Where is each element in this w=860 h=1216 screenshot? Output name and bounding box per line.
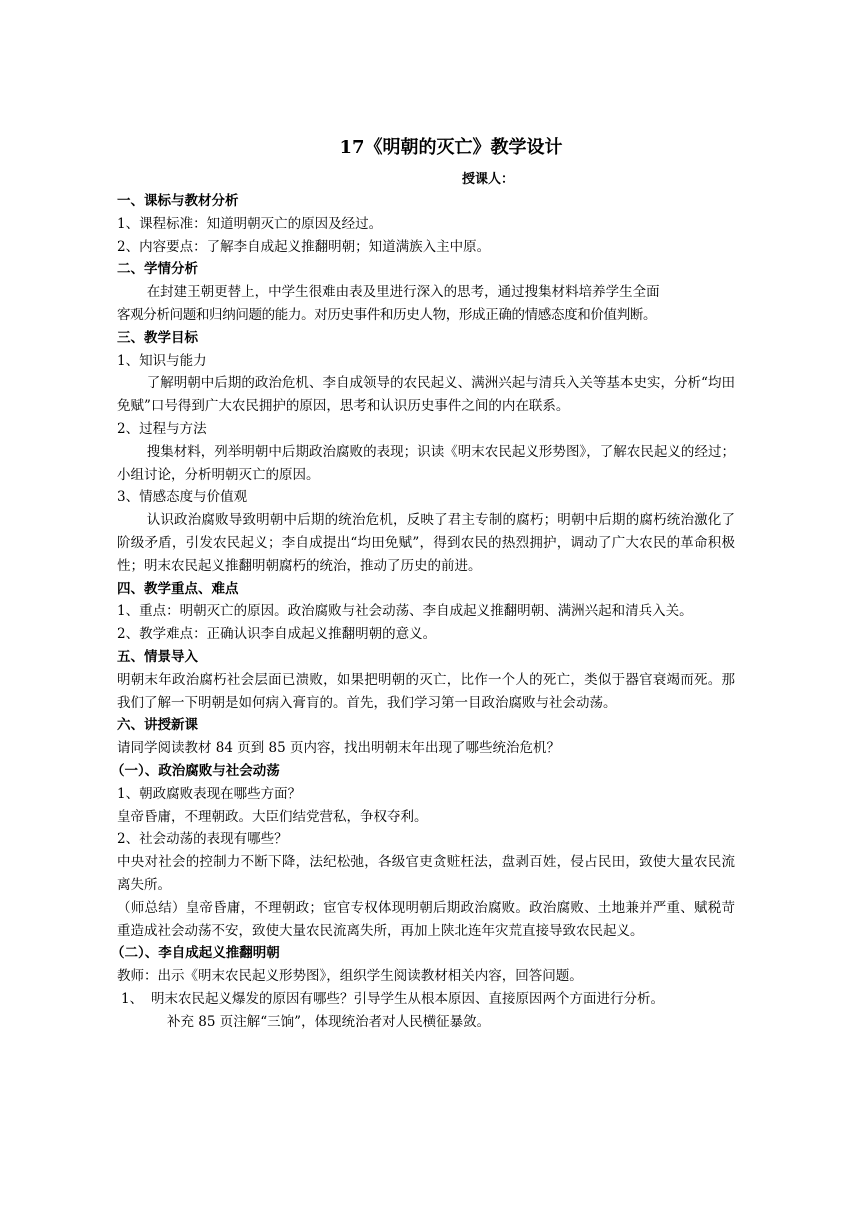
document-body xyxy=(111,134,735,1033)
objective-knowledge-text: 了解明朝中后期的政治危机、李自成领导的农民起义、满洲兴起与清兵入关等基本史实，分析“均田免赋”口号得到广大农民拥护的原因，思考和认识历史事件之间的内在联系。 xyxy=(117,375,735,415)
section-heading-5: 五、情景导入 xyxy=(117,648,198,665)
question-1: 1、朝政腐败表现在哪些方面？ xyxy=(117,785,302,802)
section-heading-6: 六、讲授新课 xyxy=(117,717,198,734)
content-points: 2、内容要点：了解李自成起义推翻明朝；知道满族入主中原。 xyxy=(117,238,491,255)
lesson-intro: 请同学阅读教材 84 页到 85 页内容，找出明朝末年出现了哪些统治危机？ xyxy=(117,740,561,757)
section-heading-1: 一、课标与教材分析 xyxy=(117,193,239,209)
section-heading-3: 三、教学目标 xyxy=(117,329,198,346)
document-title: 17《明朝的灭亡》教学设计 xyxy=(339,137,563,158)
scenario-intro-text: 明朝末年政治腐朽社会层面已溃败，如果把明朝的灭亡，比作一个人的死亡，类似于器官衰竭而死。那我们了解一下明朝是如何病入膏肓的。首先，我们学习第一目政治腐败与社会动荡。 xyxy=(117,671,735,711)
numbered-item-continuation: 补充 85 页注解“三饷”，体现统治者对人民横征暴敛。 xyxy=(167,1013,491,1030)
numbered-item-text: 明末农民起义爆发的原因有哪些？引导学生从根本原因、直接原因两个方面进行分析。 xyxy=(151,990,664,1007)
answer-1: 皇帝昏庸，不理朝政。大臣们结党营私，争权夺利。 xyxy=(117,808,428,825)
difficult-point: 2、教学难点：正确认识李自成起义推翻明朝的意义。 xyxy=(117,626,437,643)
objective-values-text: 认识政治腐败导致明朝中后期的统治危机，反映了君主专制的腐朽；明朝中后期的腐朽统治激化了阶级矛盾，引发农民起义；李自成提出“均田免赋”，得到农民的热烈拥护，调动了广大农民的革命积极性；明末农民起义推翻明朝腐朽的统治，推动了历史的前进。 xyxy=(117,512,735,574)
subsection-heading-2: （二）、李自成起义推翻明朝 xyxy=(111,945,280,962)
objective-process-text: 搜集材料，列举明朝中后期政治腐败的表现；识读《明末农民起义形势图》，了解农民起义的经过；小组讨论，分析明朝灭亡的原因。 xyxy=(117,443,735,483)
key-point: 1、重点：明朝灭亡的原因。政治腐败与社会动荡、李自成起义推翻明朝、满洲兴起和清兵入关。 xyxy=(117,603,693,620)
answer-2: 中央对社会的控制力不断下降，法纪松弛，各级官吏贪赃枉法，盘剥百姓，侵占民田，致使大量农民流离失所。 xyxy=(117,854,735,893)
numbered-item-1 xyxy=(117,988,735,1011)
objective-process-heading: 2、过程与方法 xyxy=(117,420,207,437)
author-label: 授课人： xyxy=(462,172,515,187)
subsection-heading-1: （一）、政治腐败与社会动荡 xyxy=(111,762,280,779)
section-heading-4: 四、教学重点、难点 xyxy=(117,580,239,597)
student-analysis-line-2: 客观分析问题和归纳问题的能力。对历史事件和历史人物，形成正确的情感态度和价值判断。 xyxy=(117,306,657,323)
student-analysis-line-1: 在封建王朝更替上，中学生很难由表及里进行深入的思考，通过搜集材料培养学生全面 xyxy=(146,284,660,301)
curriculum-standard: 1、课程标准：知道明朝灭亡的原因及经过。 xyxy=(117,215,383,232)
section-heading-2: 二、学情分析 xyxy=(117,261,198,278)
teacher-summary: （师总结）皇帝昏庸，不理朝政；宦官专权体现明朝后期政治腐败。政治腐败、土地兼并严重、赋税苛重造成社会动荡不安，致使大量农民流离失所，再加上陕北连年灾荒直接导致农民起义。 xyxy=(117,899,735,939)
objective-values-heading: 3、情感态度与价值观 xyxy=(117,489,248,506)
objective-knowledge-heading: 1、知识与能力 xyxy=(117,352,207,369)
numbered-item-label: 1、 xyxy=(121,990,144,1007)
teacher-instruction: 教师：出示《明末农民起义形势图》，组织学生阅读教材相关内容，回答问题。 xyxy=(117,968,583,985)
question-2: 2、社会动荡的表现有哪些？ xyxy=(117,831,288,848)
